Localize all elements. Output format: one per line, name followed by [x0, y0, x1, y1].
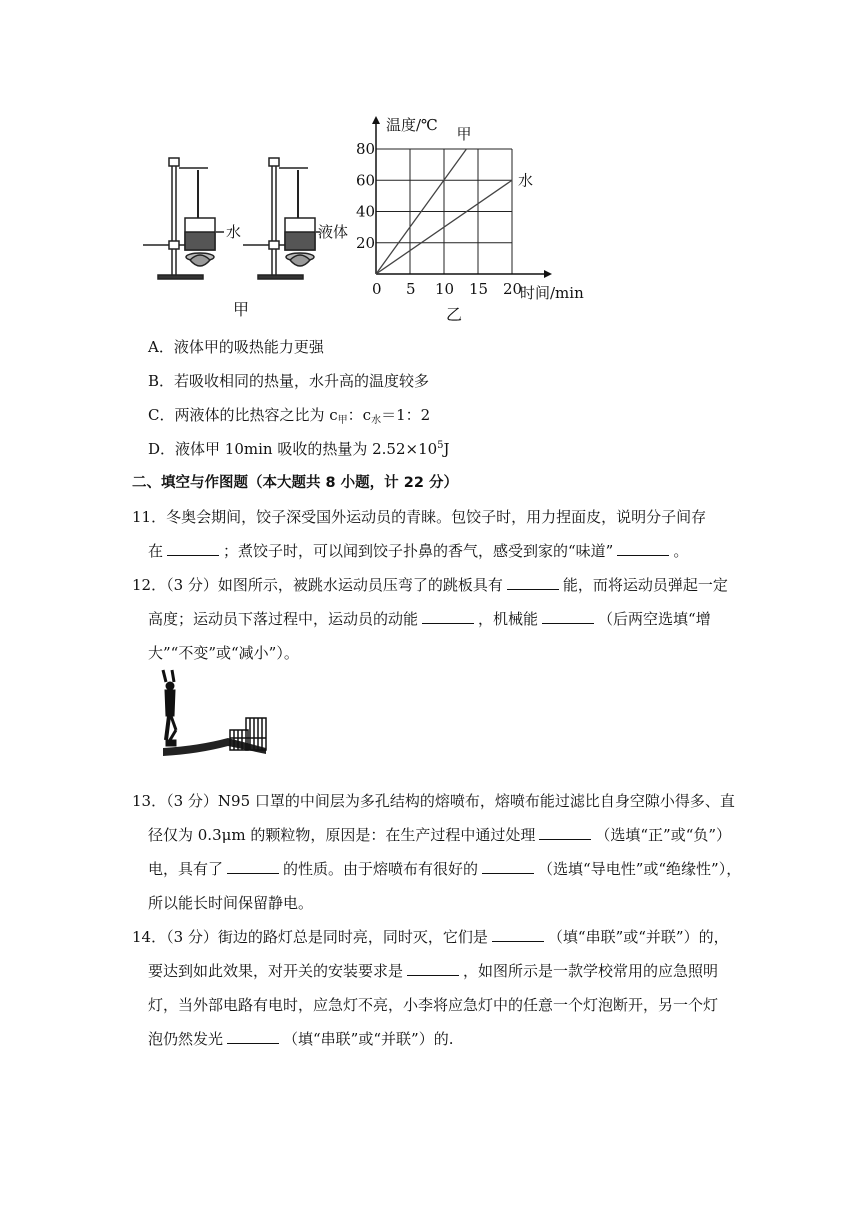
- q13-blank-2: [227, 859, 279, 874]
- liquid-fill: [285, 232, 315, 250]
- q14-line1-a: 14．（3 分）街边的路灯总是同时亮，同时灭，它们是: [132, 928, 488, 946]
- option-d: [148, 438, 450, 463]
- q14-blank-3: [227, 1029, 279, 1044]
- y-tick-label: 80: [356, 140, 376, 158]
- chart-ylabel: 温度/℃: [386, 116, 438, 134]
- q13-line2-b: （选填“正”或“负”）: [595, 826, 732, 844]
- q14-line4-a: 泡仍然发光: [148, 1030, 224, 1048]
- option-c-sub2: 水: [371, 415, 382, 426]
- q12-line1: [132, 574, 728, 596]
- temperature-time-chart: [350, 108, 600, 303]
- q14-line4-b: （填“串联”或“并联”）的.: [283, 1030, 454, 1048]
- chart-series: [376, 125, 533, 274]
- x-tick-label: 0: [372, 280, 382, 298]
- q14-line1: [132, 926, 729, 948]
- q14-line1-b: （填“串联”或“并联”）的，: [547, 928, 729, 946]
- liquid-label: 液体: [318, 223, 349, 241]
- option-d-prefix: D．液体甲 10min 吸收的热量为 2.52×10: [148, 440, 438, 458]
- q11-line2-a: 在: [148, 542, 164, 560]
- option-a: A．液体甲的吸热能力更强: [148, 338, 324, 356]
- q14-blank-1: [492, 927, 544, 942]
- y-tick-label: 60: [356, 171, 376, 190]
- y-tick-label: 20: [356, 233, 376, 252]
- q13-line3-a: 电，具有了: [148, 860, 224, 878]
- y-tick-label: 40: [356, 202, 376, 221]
- q13-line1: 13．（3 分）N95 口罩的中间层为多孔结构的熔喷布，熔喷布能过滤比自身空隙小得多、直: [132, 792, 735, 810]
- q14-line2-b: ，如图所示是一款学校常用的应急照明: [463, 962, 719, 980]
- chart-caption: 乙: [446, 305, 463, 324]
- series-label-1: 水: [518, 171, 534, 190]
- q12-line1-b: 能，而将运动员弹起一定: [562, 576, 728, 594]
- option-c-suffix: ＝1：2: [381, 406, 431, 424]
- chart-grid: [376, 149, 512, 274]
- x-tick-label: 5: [406, 280, 416, 298]
- apparatus-left: [143, 158, 224, 279]
- q12-line1-a: 12．（3 分）如图所示，被跳水运动员压弯了的跳板具有: [132, 576, 503, 594]
- heating-apparatus-figure: [140, 150, 355, 285]
- q13-line3-b: 的性质。由于熔喷布有很好的: [283, 860, 479, 878]
- q13-line3: [148, 858, 741, 880]
- q14-line4: [148, 1028, 453, 1050]
- q12-line2-b: ，机械能: [478, 610, 539, 628]
- q12-line2: [148, 608, 711, 630]
- q12-line3: 大”“不变”或“减小”）。: [148, 644, 299, 662]
- apparatus-right: [243, 158, 320, 279]
- q13-blank-1: [539, 825, 591, 840]
- q14-blank-2: [407, 961, 459, 976]
- q13-line2: [148, 824, 731, 846]
- option-c: [148, 404, 430, 429]
- option-b: B．若吸收相同的热量，水升高的温度较多: [148, 372, 430, 390]
- q11-blank-2: [617, 541, 669, 556]
- y-axis-arrow: [372, 116, 380, 124]
- water-fill: [185, 232, 215, 250]
- apparatus-caption: 甲: [233, 300, 250, 319]
- q12-blank-1: [507, 575, 559, 590]
- x-tick-label: 10: [435, 280, 455, 298]
- q14-line3: 灯，当外部电路有电时，应急灯不亮，小李将应急灯中的任意一个灯泡断开，另一个灯: [148, 996, 719, 1014]
- diver-springboard-figure: [158, 668, 273, 783]
- option-d-suffix: J: [443, 440, 450, 458]
- q11-line2-c: 。: [673, 542, 689, 560]
- chart-xlabel: 时间/min: [520, 284, 584, 302]
- x-tick-label: 15: [469, 280, 489, 298]
- q12-line2-a: 高度；运动员下落过程中，运动员的动能: [148, 610, 419, 628]
- q13-line2-a: 径仅为 0.3μm 的颗粒物，原因是：在生产过程中通过处理: [148, 826, 536, 844]
- option-c-sub1: 甲: [337, 415, 348, 426]
- q14-line2: [148, 960, 718, 982]
- q13-line3-c: （选填“导电性”或“绝缘性”），: [538, 860, 742, 878]
- q11-line1: 11．冬奥会期间，饺子深受国外运动员的青睐。包饺子时，用力捏面皮，说明分子间存: [132, 508, 707, 526]
- q13-line4: 所以能长时间保留静电。: [148, 894, 314, 912]
- q12-line2-c: （后两空选填“增: [598, 610, 711, 628]
- q11-blank-1: [167, 541, 219, 556]
- q13-blank-3: [482, 859, 534, 874]
- q12-blank-2: [422, 609, 474, 624]
- section-title: 二、填空与作图题（本大题共 8 小题，计 22 分）: [132, 475, 458, 491]
- option-c-prefix: C．两液体的比热容之比为 c: [148, 406, 338, 424]
- series-label-0: 甲: [456, 125, 472, 143]
- q12-blank-3: [542, 609, 594, 624]
- option-d-sup: 5: [437, 440, 444, 451]
- option-c-mid: ：c: [347, 406, 372, 424]
- q14-line2-a: 要达到如此效果，对开关的安装要求是: [148, 962, 404, 980]
- water-label: 水: [226, 223, 242, 241]
- q11-line2: [148, 540, 688, 562]
- x-tick-label: 20: [503, 280, 523, 298]
- x-axis-arrow: [544, 270, 552, 278]
- q11-line2-b: ；煮饺子时，可以闻到饺子扑鼻的香气，感受到家的“味道”: [223, 542, 614, 560]
